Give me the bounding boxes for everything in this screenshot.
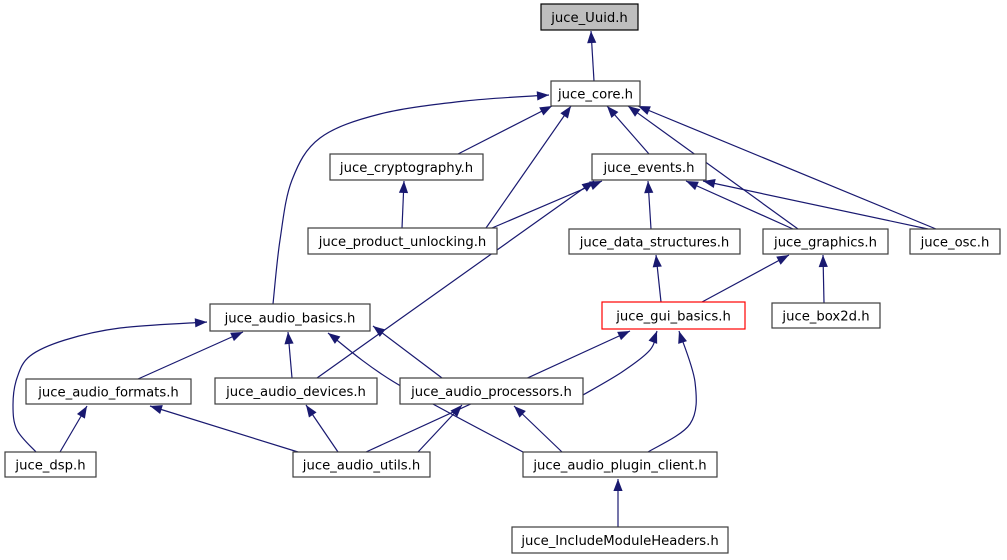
node-label-dsp: juce_dsp.h [15,458,86,474]
node-label-graphics: juce_graphics.h [774,235,877,251]
arrowhead-audio_basics-to-core [537,91,549,100]
arrowhead-data_structures-to-events [644,181,653,193]
arrowhead-audio_processors-to-gui_basics [649,331,658,344]
arrowhead-audio_formats-to-audio_basics [230,332,243,341]
edge-core-to-uuid [587,31,596,81]
edge-data_structures-to-events [644,181,653,229]
edge-events-to-core [607,106,649,154]
edge-audio_processors-to-gui_basics [583,331,657,395]
arrowhead-audio_plugin_client-to-audio_basics [328,333,340,344]
node-label-osc: juce_osc.h [920,235,990,251]
edge-audio_utils-to-audio_devices [306,405,338,452]
node-audio_devices[interactable] [215,378,377,404]
arrowhead-include_module_headers-to-audio_plugin_client [613,479,622,491]
node-cryptography[interactable] [330,154,483,180]
node-label-core: juce_core.h [557,87,634,103]
edge-product_unlocking-to-cryptography [399,181,408,228]
arrowhead-audio_utils-to-audio_devices [306,405,317,418]
node-label-include_module_headers: juce_IncludeModuleHeaders.h [521,534,719,549]
edge-product_unlocking-to-core [486,106,571,228]
edge-box2d-to-graphics [819,255,828,303]
arrowhead-product_unlocking-to-core [560,106,571,118]
node-events[interactable] [592,154,706,180]
node-label-audio_utils: juce_audio_utils.h [302,458,421,474]
node-uuid[interactable] [541,4,638,30]
arrowhead-audio_devices-to-audio_basics [284,332,293,344]
arrowhead-dsp-to-audio_basics [195,318,207,327]
node-audio_basics[interactable] [210,304,370,331]
node-audio_plugin_client[interactable] [523,452,717,477]
edge-audio_devices-to-audio_basics [284,332,293,378]
node-dsp[interactable] [5,452,96,477]
node-label-gui_basics: juce_gui_basics.h [616,309,731,325]
arrowhead-gui_basics-to-data_structures [653,255,662,267]
edge-audio_plugin_client-to-audio_processors [514,406,562,452]
node-product_unlocking[interactable] [308,228,497,254]
node-osc[interactable] [910,229,1000,254]
arrowhead-graphics-to-events [686,181,699,190]
node-gui_basics[interactable] [602,302,745,329]
node-box2d[interactable] [772,303,880,328]
arrowhead-gui_basics-to-graphics [776,255,789,265]
node-label-box2d: juce_box2d.h [782,309,870,325]
node-audio_processors[interactable] [400,378,583,404]
edge-gui_basics-to-graphics [702,255,789,302]
node-label-uuid: juce_Uuid.h [551,11,628,26]
node-label-audio_formats: juce_audio_formats.h [38,385,179,401]
node-data_structures[interactable] [569,229,740,254]
edge-audio_utils-to-audio_processors [418,405,462,452]
edge-include_module_headers-to-audio_plugin_client [613,479,622,527]
arrowhead-box2d-to-graphics [819,255,828,267]
node-audio_utils[interactable] [293,452,430,477]
arrowhead-graphics-to-core [628,106,640,117]
node-label-audio_basics: juce_audio_basics.h [224,311,356,327]
edge-audio_devices-to-events [317,181,594,378]
node-label-events: juce_events.h [603,161,695,176]
edge-audio_formats-to-audio_basics [138,332,243,379]
node-graphics[interactable] [763,229,888,254]
node-label-audio_devices: juce_audio_devices.h [226,385,366,400]
arrowhead-product_unlocking-to-cryptography [399,181,408,193]
edge-audio_processors-to-audio_basics [373,326,442,378]
node-label-audio_plugin_client: juce_audio_plugin_client.h [533,458,707,474]
edge-audio_plugin_client-to-gui_basics [648,331,696,452]
arrowhead-audio_plugin_client-to-gui_basics [678,331,687,344]
node-core[interactable] [551,81,640,106]
node-include_module_headers[interactable] [512,527,728,553]
edge-cryptography-to-core [458,106,552,154]
edge-gui_basics-to-data_structures [653,255,662,302]
edge-audio_utils-to-audio_formats [150,405,298,452]
arrowhead-dsp-to-audio_formats [77,406,87,419]
arrowhead-audio_utils-to-audio_formats [150,405,163,414]
arrowhead-osc-to-core [638,106,651,115]
node-label-data_structures: juce_data_structures.h [579,235,730,251]
node-audio_formats[interactable] [26,379,191,404]
arrowhead-cryptography-to-core [539,106,552,116]
arrowhead-audio_utils-to-gui_basics [617,331,630,340]
node-label-cryptography: juce_cryptography.h [339,161,474,176]
node-label-audio_processors: juce_audio_processors.h [411,385,572,400]
arrowhead-audio_processors-to-audio_basics [373,326,385,337]
arrowhead-core-to-uuid [587,31,596,43]
node-label-product_unlocking: juce_product_unlocking.h [318,235,487,250]
edge-dsp-to-audio_formats [60,406,87,452]
